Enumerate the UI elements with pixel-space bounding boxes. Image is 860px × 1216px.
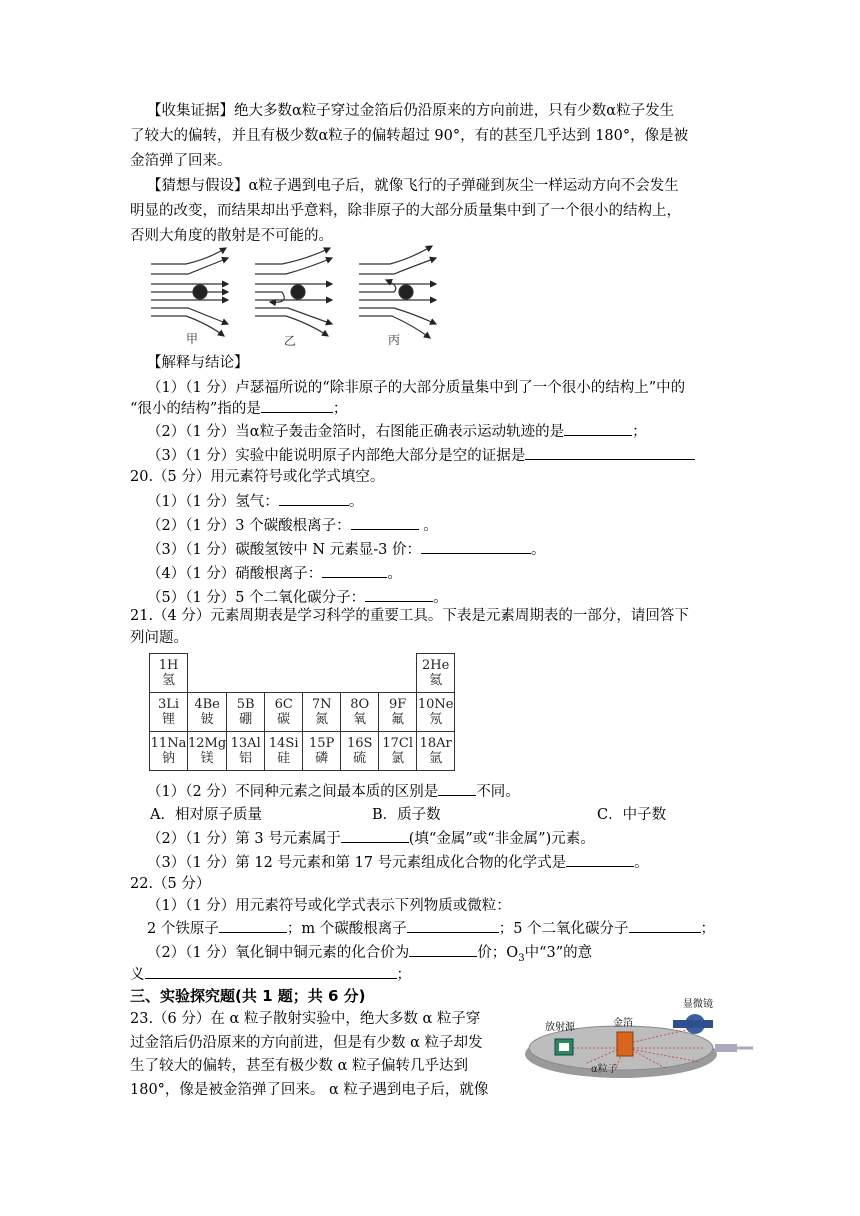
periodic-table [149, 653, 455, 771]
q21-s2 [147, 828, 595, 849]
answer-blank[interactable] [219, 918, 287, 933]
q20-s4-text: （4）（1 分）硝酸根离子： [147, 566, 323, 582]
element-symbol: 18Ar [419, 736, 452, 751]
q21-option-a[interactable]: A．相对原子质量 [150, 807, 262, 823]
guess-line-2: 明显的改变，而结果却出乎意料，除非原子的大部分质量集中到了一个很小的结构上， [130, 203, 681, 219]
q21-heading-1: 21.（4 分）元素周期表是学习科学的重要工具。下表是元素周期表的一部分，请回答下 [130, 608, 689, 624]
explain-q1-text: “很小的结构”指的是 [130, 401, 261, 417]
scattering-apparatus-figure [525, 992, 757, 1096]
q23-line-2: 过金箔后仍沿原来的方向前进，但是有少数 α 粒子却发 [130, 1035, 483, 1051]
element-symbol: 10Ne [417, 697, 454, 712]
element-name: 氟 [391, 712, 405, 727]
answer-blank[interactable] [145, 964, 397, 979]
element-cell [303, 693, 341, 732]
element-cell [150, 732, 188, 771]
empty-cell [265, 654, 303, 693]
punct: 。 [387, 566, 402, 582]
element-cell [341, 693, 379, 732]
punct: 。 [433, 590, 448, 606]
q20-s3-text: （3）（1 分）碳酸氢铵中 N 元素显-3 价： [147, 542, 421, 558]
q20-s1 [147, 491, 363, 512]
element-name: 氯 [391, 751, 405, 766]
punct: ； [632, 424, 647, 440]
answer-blank[interactable] [629, 918, 701, 933]
collect-line-3: 金箔弹了回来。 [130, 153, 232, 169]
element-symbol: 2He [422, 658, 450, 673]
element-symbol: 7N [311, 697, 332, 712]
caption-bing: 丙 [388, 333, 401, 347]
punct: ； [332, 401, 348, 417]
answer-blank[interactable] [438, 781, 476, 796]
element-symbol: 4Be [194, 697, 220, 712]
q20-s1-text: （1）（1 分）氢气： [147, 494, 279, 510]
punct: 。 [634, 855, 649, 871]
answer-blank[interactable] [566, 852, 634, 867]
explain-q1-line1: （1）（1 分）卢瑟福所说的“除非原子的大部分质量集中到了一个很小的结构上”中的 [147, 380, 686, 396]
microscope-eyepiece [715, 1044, 737, 1052]
q23-line-1: 23.（6 分）在 α 粒子散射实验中，绝大多数 α 粒子穿 [130, 1011, 481, 1027]
element-name: 碳 [277, 712, 291, 727]
q21-option-b[interactable]: B．质子数 [372, 807, 441, 823]
answer-blank[interactable] [407, 918, 499, 933]
element-symbol: 5B [236, 697, 255, 712]
element-name: 锂 [161, 712, 175, 727]
answer-blank[interactable] [421, 539, 531, 554]
q21-s3 [147, 852, 649, 873]
answer-blank[interactable] [564, 421, 632, 436]
element-cell [227, 693, 265, 732]
periodic-row-3 [150, 732, 455, 771]
q21-s3-text: （3）（1 分）第 12 号元素和第 17 号元素组成化合物的化学式是 [147, 855, 567, 871]
answer-blank[interactable] [322, 563, 387, 578]
q20-s5-text: （5）（1 分）5 个二氧化碳分子： [147, 590, 366, 606]
element-name: 镁 [200, 751, 214, 766]
q23-line-3: 生了较大的偏转，甚至有极少数 α 粒子偏转几乎达到 [130, 1058, 469, 1074]
q20-s2-text: （2）（1 分）3 个碳酸根离子： [147, 518, 351, 534]
explain-q3-text: （3）（1 分）实验中能说明原子内部绝大部分是空的证据是 [147, 448, 526, 464]
q22-heading: 22.（5 分） [130, 876, 211, 892]
element-symbol: 6C [274, 697, 293, 712]
q21-s1 [147, 781, 520, 802]
explain-q1-line2 [130, 398, 347, 419]
label-foil: 金箔 [613, 1018, 633, 1029]
q22-s2-tail: 中“3”的意 [524, 945, 593, 961]
element-name: 铝 [239, 751, 253, 766]
q21-option-c[interactable]: C．中子数 [597, 807, 667, 823]
q22-s2-mid: 价；O [477, 945, 519, 961]
q20-heading: 20.（5 分）用元素符号或化学式填空。 [130, 469, 385, 485]
element-name: 磷 [315, 751, 329, 766]
figure-yi [255, 248, 332, 336]
collect-line-1: 【收集证据】绝大多数α粒子穿过金箔后仍沿原来的方向前进，只有少数α粒子发生 [147, 103, 675, 119]
answer-blank[interactable] [341, 828, 409, 843]
element-symbol: 1H [158, 658, 179, 673]
element-cell [265, 732, 303, 771]
element-name: 钠 [161, 751, 175, 766]
element-symbol: 14Si [268, 736, 299, 751]
element-name: 氖 [429, 712, 443, 727]
answer-blank[interactable] [525, 445, 695, 460]
q21-s2-text: （2）（1 分）第 3 号元素属于 [147, 831, 341, 847]
q23-line-4: 180°，像是被金箔弹了回来。 α 粒子遇到电子后，就像 [130, 1082, 489, 1098]
element-cell [341, 732, 379, 771]
q20-s5 [147, 587, 448, 608]
element-cell [188, 693, 227, 732]
punct: ； [396, 967, 411, 983]
periodic-row-2 [150, 693, 455, 732]
q20-s2 [147, 515, 438, 536]
q21-s1-text: （1）（2 分）不同种元素之间最本质的区别是 [147, 784, 439, 800]
collect-line-2: 了较大的偏转，并且有极少数α粒子的偏转超过 90°，有的甚至几乎达到 180°，像是被 [130, 128, 689, 144]
answer-blank[interactable] [279, 491, 349, 506]
guess-line-3: 否则大角度的散射是不可能的。 [130, 228, 333, 244]
q22-item-c: ；5 个二氧化碳分子 [498, 921, 629, 937]
element-name: 硼 [239, 712, 253, 727]
element-name: 铍 [200, 712, 214, 727]
periodic-row-1 [150, 654, 455, 693]
element-cell [379, 693, 417, 732]
punct: 。 [530, 542, 546, 558]
element-name: 氮 [315, 712, 329, 727]
q20-s4 [147, 563, 402, 584]
q20-s3 [147, 539, 545, 560]
explain-q3 [147, 445, 695, 466]
element-name: 硫 [353, 751, 367, 766]
element-symbol: 16S [346, 736, 373, 751]
element-cell [417, 654, 455, 693]
q22-s2-text: （2）（1 分）氧化铜中铜元素的化合价为 [147, 945, 410, 961]
element-symbol: 11Na [150, 736, 187, 751]
q21-s1-end: 不同。 [476, 784, 520, 800]
element-name: 氦 [429, 673, 443, 688]
empty-cell [379, 654, 417, 693]
answer-blank[interactable] [365, 587, 433, 602]
element-name: 硅 [277, 751, 291, 766]
q22-s1: （1）（1 分）用元素符号或化学式表示下列物质或微粒： [147, 898, 511, 914]
element-cell [303, 732, 341, 771]
punct: 。 [348, 494, 364, 510]
punct: ； [700, 921, 716, 937]
answer-blank[interactable] [261, 398, 333, 413]
element-symbol: 12Mg [188, 736, 227, 751]
element-cell [150, 693, 188, 732]
answer-blank[interactable] [351, 515, 419, 530]
answer-blank[interactable] [409, 942, 477, 957]
label-microscope: 显微镜 [683, 999, 713, 1010]
section-3-heading: 三、实验探究题(共 1 题；共 6 分) [130, 987, 366, 1005]
guess-line-1: 【猜想与假设】α粒子遇到电子后，就像飞行的子弹碰到灰尘一样运动方向不会发生 [147, 178, 679, 194]
empty-cell [341, 654, 379, 693]
element-cell [150, 654, 188, 693]
punct: 。 [418, 518, 438, 534]
empty-cell [227, 654, 265, 693]
figure-bing [359, 246, 436, 338]
figure-jia [151, 248, 228, 336]
q22-item-a: 2 个铁原子 [147, 921, 219, 937]
element-symbol: 13Al [230, 736, 261, 751]
empty-cell [188, 654, 227, 693]
element-symbol: 3Li [157, 697, 180, 712]
element-symbol: 8O [350, 697, 370, 712]
gold-foil [617, 1032, 633, 1056]
label-source: 放射源 [545, 1022, 575, 1033]
element-name: 氢 [161, 673, 175, 688]
element-cell [265, 693, 303, 732]
element-symbol: 15P [309, 736, 335, 751]
caption-yi: 乙 [284, 334, 297, 348]
empty-cell [303, 654, 341, 693]
q22-item-b: ；m 个碳酸根离子 [286, 921, 407, 937]
element-name: 氩 [429, 751, 443, 766]
element-cell [227, 732, 265, 771]
q21-s2-end: (填“金属”或“非金属”)元素。 [408, 831, 595, 847]
element-symbol: 9F [389, 697, 407, 712]
q21-heading-2: 列问题。 [130, 630, 188, 646]
q22-s2-sub: 3 [518, 952, 525, 964]
label-alpha: α粒子 [591, 1064, 618, 1075]
explain-heading: 【解释与结论】 [147, 355, 249, 371]
element-cell [188, 732, 227, 771]
q22-s2b [130, 964, 411, 985]
explain-q2 [147, 421, 647, 442]
element-symbol: 17Cl [382, 736, 414, 751]
element-name: 氧 [353, 712, 367, 727]
element-cell [417, 693, 455, 732]
element-cell [417, 732, 455, 771]
q22-s2b-text: 义 [130, 967, 145, 983]
element-cell [379, 732, 417, 771]
q22-s1-items [147, 918, 715, 939]
explain-q2-text: （2）（1 分）当α粒子轰击金箔时，右图能正确表示运动轨迹的是 [147, 424, 565, 440]
caption-jia: 甲 [186, 332, 199, 346]
